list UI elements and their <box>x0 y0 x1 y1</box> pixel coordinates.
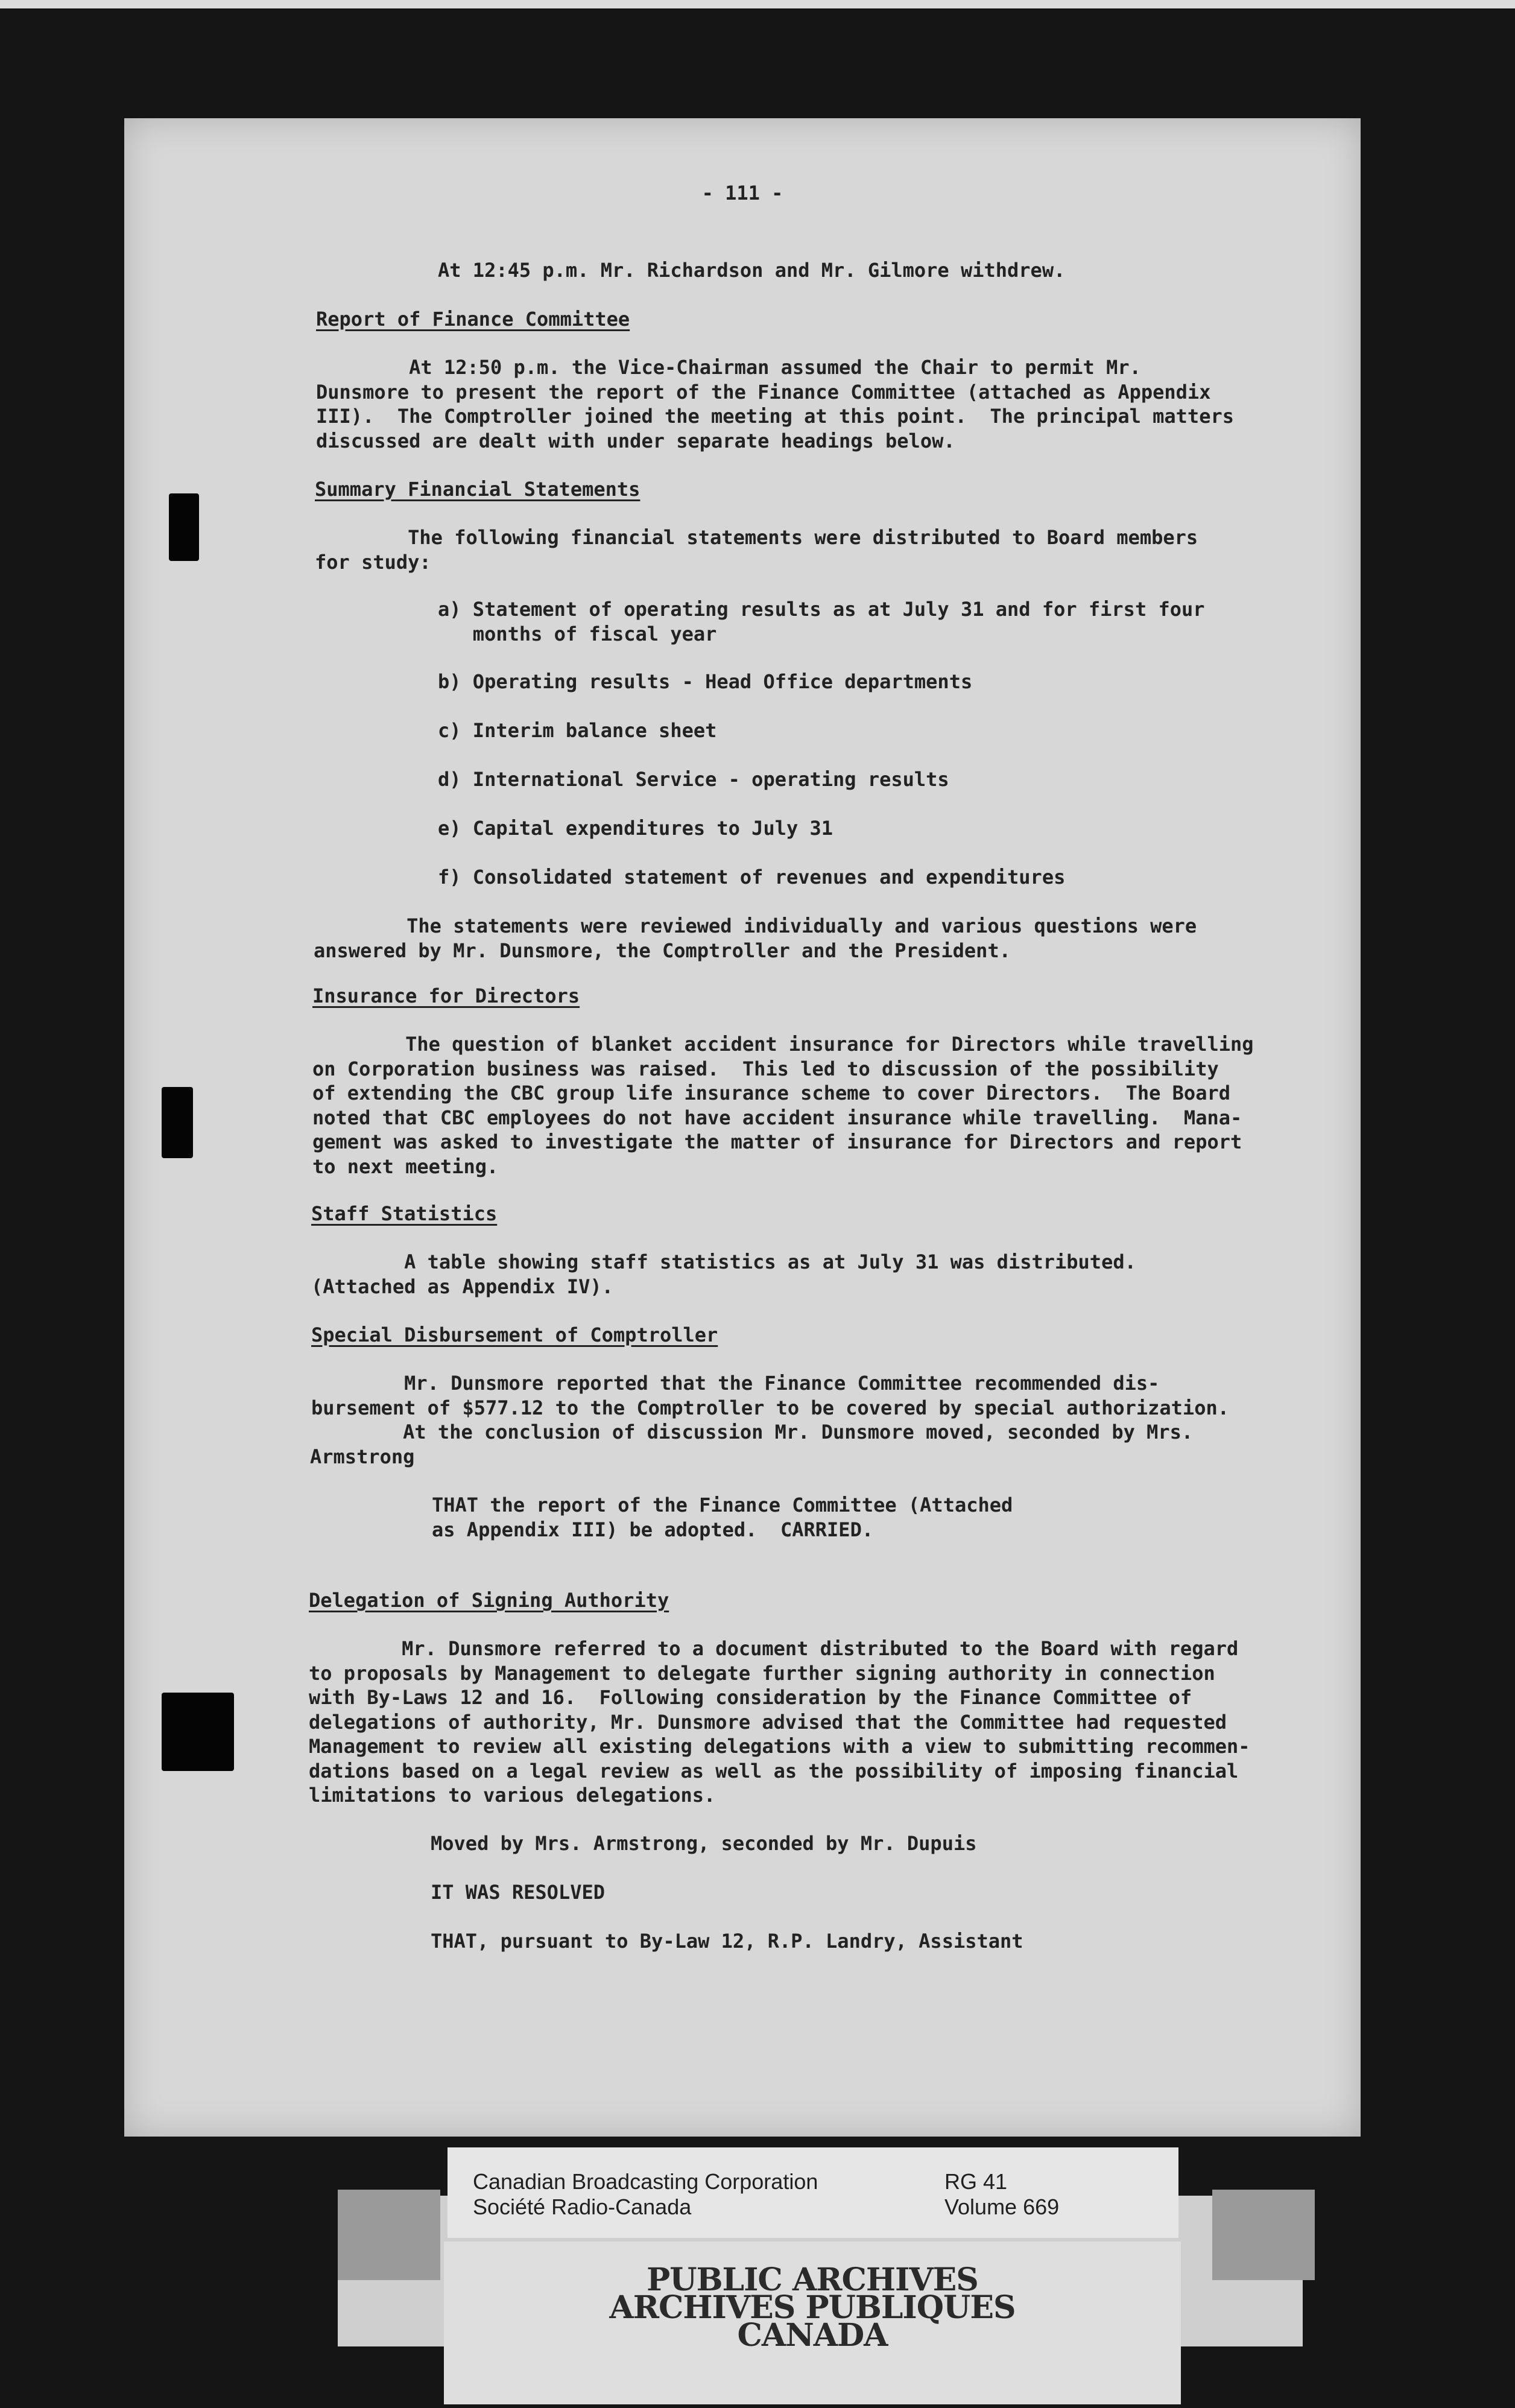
archive-org-en: Canadian Broadcasting Corporation <box>473 2169 818 2194</box>
archive-label <box>448 2147 1178 2238</box>
heading-finance-report: Report of Finance Committee <box>316 308 630 331</box>
statement-item-f: f) Consolidated statement of revenues and expenditures <box>438 866 1066 889</box>
disbursement-paragraph-1: Mr. Dunsmore reported that the Finance Committee recommended dis- bursement of $577.12 to the Comptroller to be covered by special authorization. <box>311 1372 1229 1419</box>
archive-volume: Volume 669 <box>944 2194 1060 2219</box>
binder-tab-mark <box>162 1087 193 1158</box>
delegation-resolved: IT WAS RESOLVED <box>431 1881 605 1904</box>
stamp-line-2: ARCHIVES PUBLIQUES <box>609 2289 1016 2326</box>
statement-item-b: b) Operating results - Head Office departments <box>438 670 973 693</box>
stamp-edge <box>338 2190 440 2280</box>
page-number: - 111 - <box>701 182 783 204</box>
finance-report-paragraph: At 12:50 p.m. the Vice-Chairman assumed the Chair to permit Mr. Dunsmore to present the report of the Finance Committee (attached as Appendix III). The Comptroller joined the meeting at this point. The principal matters discussed are dealt with under separate headings below. <box>316 356 1234 452</box>
disbursement-paragraph-2: At the conclusion of discussion Mr. Dunsmore moved, seconded by Mrs. Armstrong <box>310 1421 1194 1468</box>
statement-item-a: a) Statement of operating results as at July 31 and for first four months of fiscal year <box>438 598 1205 645</box>
delegation-that: THAT, pursuant to By-Law 12, R.P. Landry, Assistant <box>431 1930 1023 1953</box>
statement-item-c: c) Interim balance sheet <box>438 719 717 742</box>
statement-item-d: d) International Service - operating results <box>438 768 949 791</box>
binder-tab-mark <box>169 493 199 561</box>
stamp-line-1: PUBLIC ARCHIVES <box>647 2261 978 2298</box>
delegation-moved: Moved by Mrs. Armstrong, seconded by Mr. Dupuis <box>431 1832 977 1855</box>
binder-tab-mark <box>162 1693 234 1771</box>
insurance-paragraph: The question of blanket accident insurance for Directors while travelling on Corporation business was raised. This led to discussion of the possibility of extending the CBC group life insurance scheme to cover Directors. The Board noted that CBC employees do not have accident insurance while travelling. Mana- gement was asked to investigate the matter of insurance for Directors and report to next meeting. <box>312 1033 1254 1178</box>
summary-closing: The statements were reviewed individually and various questions were answered by Mr. Dunsmore, the Comptroller and the President. <box>314 914 1197 962</box>
disbursement-resolution: THAT the report of the Finance Committee (Attached as Appendix III) be adopted. CARRIED. <box>432 1494 1013 1541</box>
archive-record-group: RG 41 <box>944 2169 1008 2194</box>
heading-insurance: Insurance for Directors <box>312 984 580 1007</box>
heading-special-disbursement: Special Disbursement of Comptroller <box>311 1323 718 1346</box>
heading-delegation: Delegation of Signing Authority <box>309 1589 669 1612</box>
stamp-line-3: CANADA <box>737 2317 888 2354</box>
delegation-paragraph: Mr. Dunsmore referred to a document distributed to the Board with regard to proposals by Management to delegate further signing authority in connection with By-Laws 12 and 16. Following consideration by the Finance Committee of delegations of authority, Mr. Dunsmore advised that the Committee had requested Management to review all existing delegations with a view to submitting recommen- dations based on a legal review as well as the possibility of imposing financial limitations to various delegations. <box>309 1637 1250 1807</box>
staff-paragraph: A table showing staff statistics as at July 31 was distributed. (Attached as Appendix IV). <box>311 1250 1136 1298</box>
stamp-edge <box>1212 2190 1315 2280</box>
document-page <box>124 118 1361 2137</box>
opening-line: At 12:45 p.m. Mr. Richardson and Mr. Gilmore withdrew. <box>438 259 1066 282</box>
film-frame-edge <box>0 0 1515 8</box>
heading-staff-statistics: Staff Statistics <box>311 1202 498 1225</box>
heading-summary-statements: Summary Financial Statements <box>315 478 640 501</box>
archive-org-fr: Société Radio-Canada <box>473 2194 692 2219</box>
statement-item-e: e) Capital expenditures to July 31 <box>438 817 833 840</box>
summary-intro: The following financial statements were distributed to Board members for study: <box>315 526 1198 574</box>
